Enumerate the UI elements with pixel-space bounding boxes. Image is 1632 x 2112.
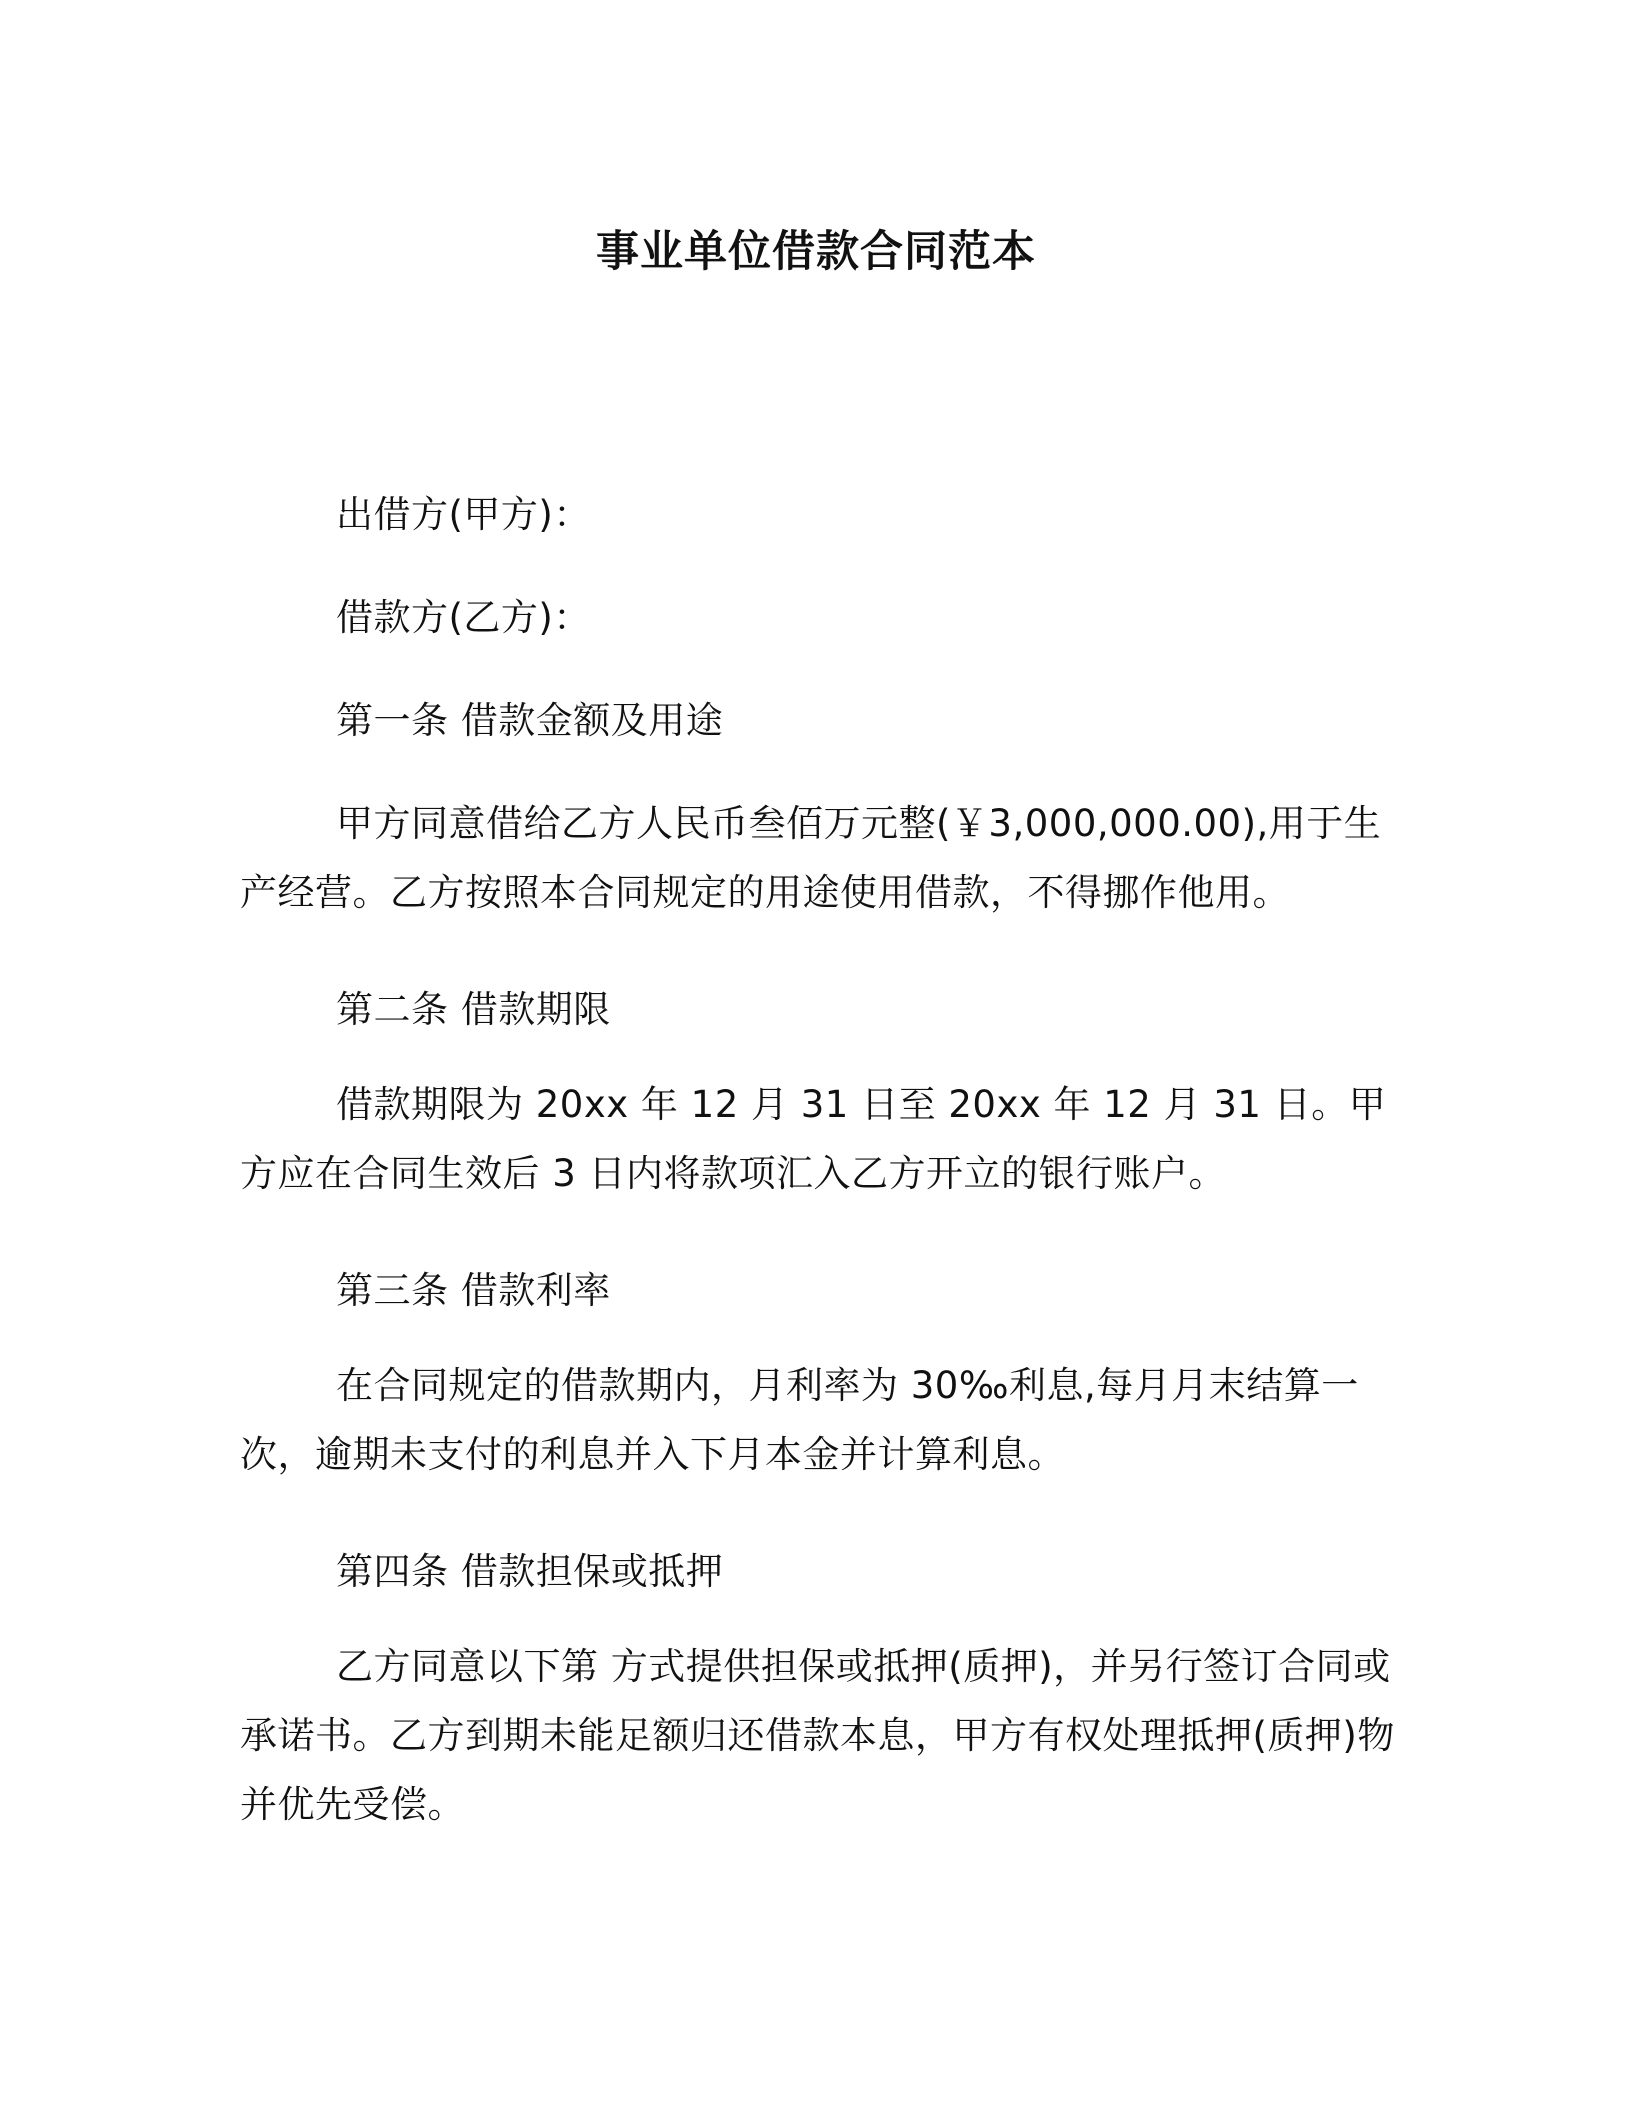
paragraph-lender: 出借方(甲方)：: [336, 493, 591, 536]
paragraph-article2-body: 借款期限为 20xx 年 12 月 31 日至 20xx 年 12 月 31 日。甲方应在合同生效后 3 日内将款项汇入乙方开立的银行账户。: [240, 1083, 1387, 1195]
paragraph-article1-heading: 第一条 借款金额及用途: [336, 699, 724, 742]
paragraph-article4-body: 乙方同意以下第 方式提供担保或抵押(质押)，并另行签订合同或承诺书。乙方到期未能足额归还借款本息，甲方有权处理抵押(质押)物并优先受偿。: [240, 1645, 1395, 1826]
paragraph-article3-body: 在合同规定的借款期内，月利率为 30‰利息,每月月末结算一次，逾期未支付的利息并入下月本金并计算利息。: [240, 1364, 1359, 1476]
document-title: 事业单位借款合同范本: [596, 227, 1036, 277]
paragraph-article2-heading: 第二条 借款期限: [336, 988, 611, 1031]
paragraph-article4-heading: 第四条 借款担保或抵押: [336, 1550, 724, 1593]
paragraph-article3-heading: 第三条 借款利率: [336, 1269, 611, 1312]
paragraph-article1-body: 甲方同意借给乙方人民币叁佰万元整(￥3,000,000.00),用于生产经营。乙方按照本合同规定的用途使用借款，不得挪作他用。: [240, 802, 1382, 914]
paragraph-borrower: 借款方(乙方)：: [336, 596, 591, 639]
